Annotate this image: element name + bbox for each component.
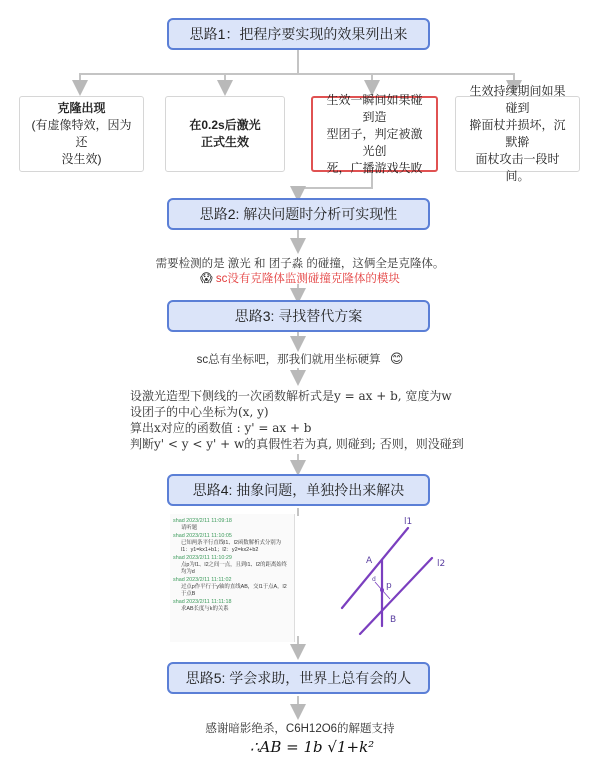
chat-meta-2: shad 2023/2/11 11:10:05 [173, 533, 232, 539]
stage-3-label: 思路3: 寻找替代方案 [234, 308, 363, 324]
effect-4-line2: 擀面杖并损坏，沉默擀 [469, 118, 566, 149]
math-line-1: 设激光造型下侧线的一次函数解析式是y = ax + b, 宽度为w [130, 389, 452, 403]
effect-4-line3: 面杖攻击一段时间。 [475, 152, 560, 183]
label-a: A [366, 556, 373, 566]
effect-1-line2: (有虚像特效，因为还 [31, 118, 132, 149]
effect-3-line1: 生效一瞬间如果碰到造 [326, 92, 423, 124]
analysis-line-1: 需要检测的是 激光 和 团子淼 的碰撞，这俩全是克隆体。 [155, 258, 445, 270]
effect-card-laser-active [165, 96, 285, 172]
label-l1: l1 [404, 517, 413, 527]
chat-msg-4: 过点p作平行于y轴的直线AB，交l1于点A，l2于点B [181, 584, 287, 597]
effect-card-rolling-pin [455, 84, 580, 183]
stage-1-box [167, 18, 430, 50]
scream-emoji-icon: 😱 [200, 271, 213, 285]
analysis-line-2: sc没有克隆体监测碰撞克隆体的模块 [215, 273, 400, 285]
effect-2-line2: 正式生效 [200, 135, 249, 149]
chat-msg-3: 点p为l1、l2之间一点，且到l1、l2的距离始终均为d [181, 562, 288, 575]
math-line-2: 设团子的中心坐标为(x, y) [130, 405, 269, 419]
chat-meta-1: shad 2023/2/11 11:09:18 [173, 518, 232, 524]
chat-msg-5: 求AB长度与k的关系 [181, 606, 229, 612]
chat-meta-5: shad 2023/2/11 11:11:18 [173, 599, 232, 605]
alternative-line-1: sc总有坐标吧，那我们就用坐标硬算 [196, 354, 381, 366]
chat-meta-4: shad 2023/2/11 11:11:02 [173, 577, 232, 583]
label-d: d [372, 576, 376, 583]
stage-1-label: 思路1：把程序要实现的效果列出来 [189, 26, 408, 42]
effect-1-title: 克隆出现 [57, 101, 106, 115]
thanks-line: 感谢暗影绝杀，C6H12O6的解题支持 [205, 723, 395, 735]
effect-4-line1: 生效持续期间如果碰到 [469, 84, 566, 115]
chat-meta-3: shad 2023/2/11 11:10:29 [173, 555, 232, 561]
stage-4-box [167, 474, 430, 506]
effect-2-line1: 在0.2s后激光 [189, 118, 261, 132]
effect-1-line3: 没生效) [61, 152, 102, 166]
stage-3-box [167, 300, 430, 332]
line-l1 [342, 528, 408, 608]
stage-2-box [167, 198, 430, 230]
math-line-4: 判断y' < y < y' + w的真假性若为真, 则碰到; 否则，则没碰到 [130, 437, 464, 451]
parallel-lines-sketch [320, 514, 460, 644]
smile-emoji-icon: 😊 [389, 351, 404, 366]
chat-msg-2: 已知两条平行直线l1、l2函数解析式分别为 l1：y1=kx1+b1；l2：y2=kx2+b2 [181, 540, 282, 553]
effect-card-collision-fail [311, 92, 438, 175]
chat-screenshot [170, 514, 295, 642]
chat-msg-1: 请听题 [181, 525, 198, 531]
handwritten-formula: ∴AB = 1b √1+k² [250, 738, 375, 756]
label-b: B [390, 615, 397, 625]
effect-3-line3: 死，广播游戏失败 [326, 160, 423, 175]
stage-5-label: 思路5: 学会求助，世界上总有会的人 [185, 670, 412, 686]
analysis-line-2-wrap [0, 270, 600, 286]
stage-4-label: 思路4: 抽象问题，单独拎出来解决 [192, 482, 405, 498]
math-line-3: 算出x对应的函数值 : y' = ax + b [130, 421, 312, 435]
label-p: p [386, 581, 392, 591]
label-l2: l2 [437, 559, 446, 569]
effect-card-clone-appear [19, 96, 144, 172]
stage-5-box [167, 662, 430, 694]
alternative-line-wrap [0, 351, 600, 367]
effect-3-line2: 型团子，判定被激光创 [326, 126, 423, 158]
stage-2-label: 思路2: 解决问题时分析可实现性 [199, 206, 398, 222]
